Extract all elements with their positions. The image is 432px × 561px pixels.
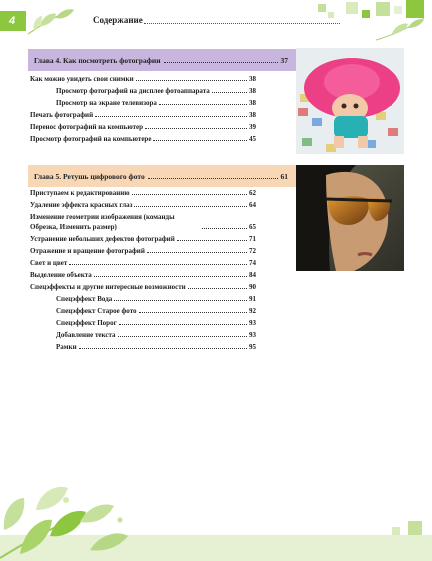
chapter-page: 37 <box>280 55 288 65</box>
toc-entry[interactable]: Как можно увидеть свои снимки 38 <box>30 75 256 83</box>
chapter-4-entries <box>30 72 256 144</box>
chapter-page: 61 <box>280 171 288 181</box>
decorative-square <box>408 521 422 535</box>
header-divider <box>144 23 340 24</box>
toc-entry[interactable]: Выделение объекта 84 <box>30 271 256 279</box>
toc-entry[interactable]: Спецэффект Порог 93 <box>56 319 256 327</box>
page-title: Содержание <box>93 15 143 25</box>
toc-entry[interactable]: Удаление эффекта красных глаз 64 <box>30 201 256 209</box>
decorative-square <box>392 527 400 535</box>
baby-photo <box>296 48 404 154</box>
decorative-square <box>346 2 358 14</box>
toc-entry[interactable]: Устранение небольших дефектов фотографий 71 <box>30 235 256 243</box>
chapter-5-heading[interactable] <box>28 165 296 187</box>
chapter-title: Глава 4. Как посмотреть фотографии <box>34 55 161 65</box>
toc-entry[interactable]: Перенос фотографий на компьютер 39 <box>30 123 256 131</box>
floral-decoration-bottom <box>0 470 150 561</box>
chapter-4-heading[interactable] <box>28 49 296 71</box>
toc-entry[interactable]: Отражение и вращение фотографий 72 <box>30 247 256 255</box>
toc-entry[interactable]: Печать фотографий 38 <box>30 111 256 119</box>
toc-entry[interactable]: Изменение геометрии изображения (команды Обрезка, Изменить размер) 65 <box>30 213 256 231</box>
decorative-square <box>328 12 334 18</box>
toc-entry[interactable]: Просмотр на экране телевизора 38 <box>56 99 256 107</box>
decorative-square <box>394 6 402 14</box>
dot-leader <box>148 178 278 179</box>
toc-entry[interactable]: Просмотр фотографий на компьютере 45 <box>30 135 256 143</box>
leaf-decoration-top-right <box>372 14 428 44</box>
page-number: 4 <box>0 11 26 31</box>
toc-entry[interactable]: Рамки 95 <box>56 343 256 351</box>
chapter-title: Глава 5. Ретушь цифрового фото <box>34 171 145 181</box>
toc-entry[interactable]: Приступаем к редактированию 62 <box>30 189 256 197</box>
leaf-decoration-top <box>26 4 90 40</box>
toc-entry[interactable]: Добавление текста 93 <box>56 331 256 339</box>
dot-leader <box>164 62 278 63</box>
chapter-5-entries <box>30 186 256 352</box>
toc-entry[interactable]: Свет и цвет 74 <box>30 259 256 267</box>
toc-entry[interactable]: Спецэффект Вода 91 <box>56 295 256 303</box>
sunglasses-photo <box>296 165 404 271</box>
toc-entry[interactable]: Спецэффект Старое фото 92 <box>56 307 256 315</box>
toc-entry[interactable]: Спецэффекты и другие интересные возможности 90 <box>30 283 256 291</box>
decorative-square <box>362 10 370 18</box>
toc-entry[interactable]: Просмотр фотографий на дисплее фотоаппарата 38 <box>56 87 256 95</box>
decorative-square <box>318 4 326 12</box>
